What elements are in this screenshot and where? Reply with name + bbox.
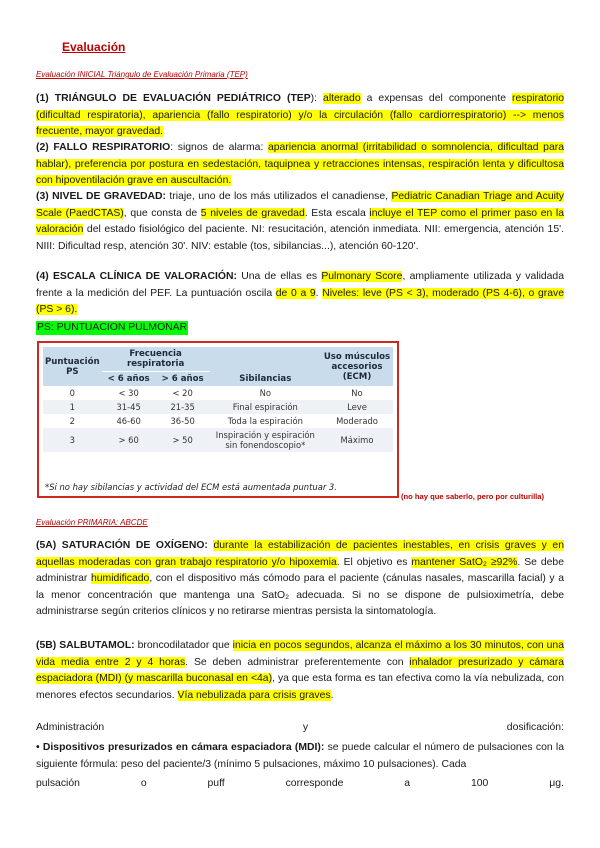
cell-freq-menor: < 30 [102,386,156,400]
word: μg. [549,778,564,789]
highlight: 5 niveles de gravedad [200,207,305,219]
word: a [404,778,411,789]
text: se puede calcular el número de pulsaciones con la siguiente fórmula: peso del paciente/3 (mínimo 5 pulsaciones, máximo 10 pulsaciones). Cada [36,742,564,770]
paragraph-dispositivos [36,740,564,773]
text: . [315,287,323,299]
header-sibilancias: Sibilancias [210,347,321,386]
highlight: Pediatric Canadian Triage and Acuity Scale (PaedCTAS) [36,191,564,219]
header-frecuencia: Frecuencia respiratoria [102,347,210,372]
cell-sibilancias: Final espiración [210,400,321,414]
word: corresponde [285,778,344,789]
text: , ampliamente utilizada y validada frente a la medición del PEF. La puntuación oscila [36,271,564,299]
text: del estado fisiológico del paciente. NI: resucitación, atención inmediata. NII: emergencia, atención 15'. NIII: Dificultad resp, atención 30'. NIV: estable (tos, sibilancias...), atención 60-120'. [36,224,564,252]
text: broncodilatador que [134,640,233,651]
text: . Se debe administrar [36,556,564,584]
paragraph-fallo-respiratorio [36,140,564,190]
text: triaje, uno de los más utilizados el canadiense, [165,191,392,202]
highlight: incluye el TEP como el primer paso en la valoración [36,207,564,235]
highlight: Niveles: leve (PS < 3), moderado (PS 4-6), o grave (PS > 6). [36,287,564,315]
text: ): [310,93,324,104]
highlight: Pulmonary Score [321,271,403,282]
cell-ecm: Moderado [321,414,393,428]
ps-label: PS: PUNTUACION PULMONAR [37,322,188,333]
header-musculos: Uso músculos accesorios (ECM) [321,347,393,386]
word: pulsación [36,778,80,789]
text: . Esta escala [304,207,370,219]
table-row [43,400,393,414]
word: puff [207,778,225,789]
highlight: durante la estabilización de pacientes inestables, en crisis graves y en aquellas moderadas con gran trabajo respiratorio y/o hipoxemia [36,540,564,568]
cell-freq-menor: 46-60 [102,414,156,428]
table-side-note: (no hay que saberlo, pero por culturilla) [401,492,545,501]
table-row [43,386,393,400]
word: y [302,722,309,733]
pulmonary-score-table [43,347,393,452]
cell-freq-mayor: 21-35 [156,400,210,414]
cell-freq-menor: > 60 [102,428,156,452]
header-menor-6: < 6 años [102,372,156,387]
nivel-heading: (3) NIVEL DE GRAVEDAD: [36,191,166,202]
highlight: humidificado [90,573,150,584]
header-mayor-6: > 6 años [156,372,210,387]
text: , con el dispositivo más cómodo para el paciente (cánulas nasales, mascarilla facial) y a la menor concentración que mantenga una SatO₂ adecuada. Si no se dispone de pulsioximetría, debe administrarse según criterios clínicos y no retirarse mientras persista la sintomatología. [36,573,564,617]
cell-sibilancias: Inspiración y espiración sin fonendoscopio* [210,428,321,452]
text: . [330,689,334,701]
pulmonary-score-table-frame [37,341,399,498]
paragraph-salbutamol [36,638,564,704]
cell-ecm: Leve [321,400,393,414]
cell-ecm: Máximo [321,428,393,452]
text: Una de ellas es [236,271,322,282]
salbutamol-heading: (5B) SALBUTAMOL: [36,640,135,651]
cell-freq-mayor: < 20 [156,386,210,400]
word: Administración [36,722,105,733]
cell-ps: 3 [43,428,102,452]
saturacion-heading: (5A) SATURACIÓN DE OXÍGENO: [36,540,208,551]
header-puntuacion: Puntuación PS [43,347,102,386]
table-row [43,428,393,452]
section-subtitle-primaria: Evaluación PRIMARIA: ABCDE [36,518,148,527]
cell-ps: 2 [43,414,102,428]
paragraph-escala-clinica [36,269,564,319]
highlight: inicia en pocos segundos, alcanza el máximo a los 30 minutos, con una vida media entre 2 y 4 horas [36,640,564,668]
administracion-line [36,722,564,733]
pulsacion-line [36,778,564,789]
table-footnote: *Si no hay sibilancias y actividad del ECM está aumentada puntuar 3. [45,482,337,492]
cell-freq-menor: 31-45 [102,400,156,414]
text: . Se deben administrar preferentemente con [185,656,410,668]
highlight: mantener SatO₂ ≥92% [411,556,518,568]
highlight: de 0 a 9 [275,287,316,299]
text: a expensas del componente [360,93,513,104]
cell-freq-mayor: 36-50 [156,414,210,428]
tep-heading: (1) TRIÁNGULO DE EVALUACIÓN PEDIÁTRICO (TEP [36,93,311,104]
cell-freq-mayor: > 50 [156,428,210,452]
highlight: alterado [323,93,361,104]
highlight: Vía nebulizada para crisis graves [177,689,331,701]
highlight: inhalador presurizado y cámara espaciadora (MDI) (y mascarilla buconasal en <4a) [36,656,564,684]
fallo-heading: (2) FALLO RESPIRATORIO [36,142,171,153]
paragraph-nivel-gravedad [36,189,564,255]
table-row [43,414,393,428]
page-title: Evaluación [62,40,126,54]
highlight: apariencia anormal (irritabilidad o somnolencia, dificultad para hablar), preferencia por postura en sedestación, taquipnea y retracciones intensas, respiración lenta y dificultosa con hipoventilación grave en auscultación. [36,142,564,186]
cell-ecm: No [321,386,393,400]
cell-sibilancias: No [210,386,321,400]
paragraph-tep [36,91,564,141]
dispositivos-heading: • Dispositivos presurizados en cámara espaciadora (MDI): [36,742,325,753]
paragraph-saturacion [36,538,564,621]
highlight: respiratorio (dificultad respiratoria), apariencia (fallo respiratorio) y/o la circulación (fallo cardiorrespiratorio) --> menos frecuente, mayor gravedad. [36,93,565,137]
text: , ya que esta forma es tan efectiva como la vía nebulizada, con menores efectos secundarios. [36,673,564,701]
text: , que consta de [123,207,201,219]
cell-sibilancias: Toda la espiración [210,414,321,428]
text: : signos de alarma: [170,142,268,153]
word: 100 [471,778,489,789]
escala-heading: (4) ESCALA CLÍNICA DE VALORACIÓN: [36,271,237,282]
text: . El objetivo es [336,556,412,568]
cell-ps: 1 [43,400,102,414]
section-subtitle-initial: Evaluación INICIAL Triángulo de Evaluación Primaria (TEP) [36,70,248,79]
word: dosificación: [506,722,564,733]
word: o [140,778,147,789]
cell-ps: 0 [43,386,102,400]
